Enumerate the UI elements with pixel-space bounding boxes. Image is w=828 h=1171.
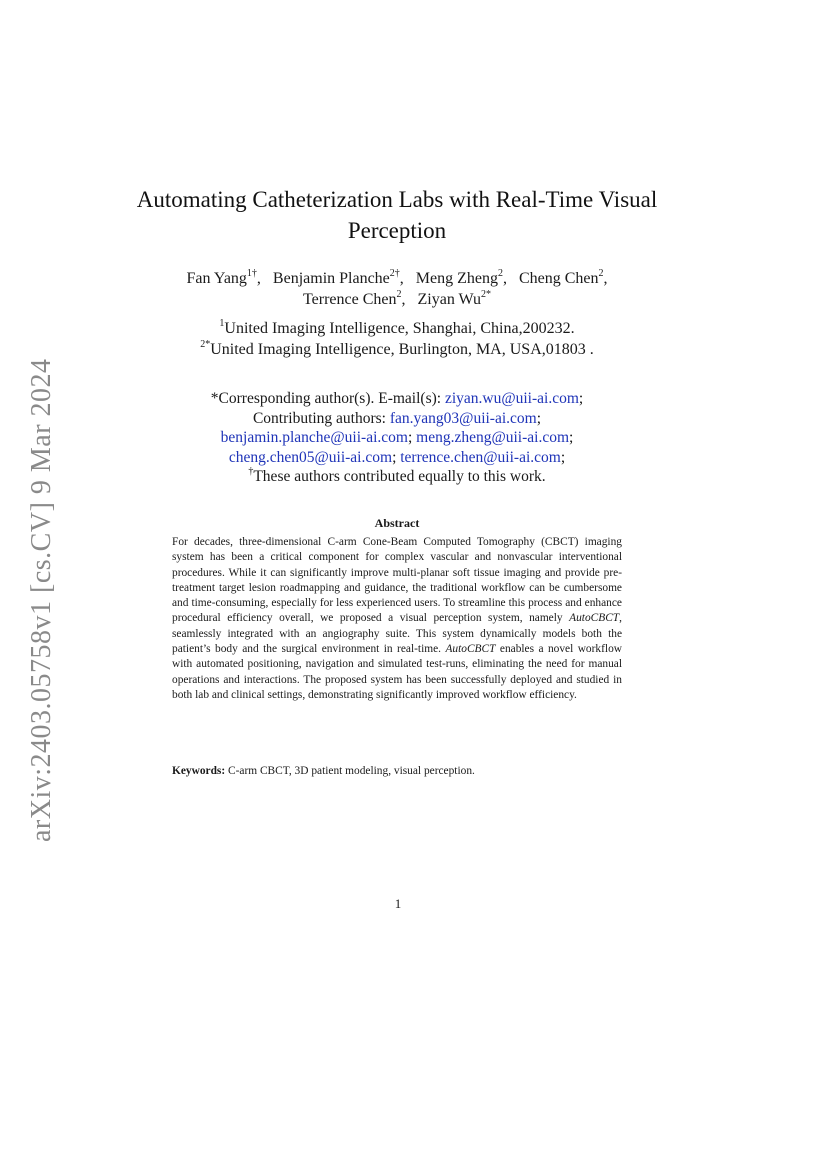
author-name: Ziyan $Wu^{2*}$ <box>417 289 491 308</box>
email-link[interactable]: benjamin.planche@uii-ai.com <box>220 429 408 446</box>
page-number: 1 <box>394 896 402 911</box>
author-name: Cheng Chen$^2$ <box>518 268 604 287</box>
author-list: Fan Yang$^{1\dagger}$, Benjamin Planche$^{2\dagger}$, Meng Zheng$^2$, Cheng Chen$^2$, Terrence Chen$^2$, Ziyan $Wu^{2*}$ <box>186 268 608 308</box>
email-link[interactable]: ziyan.wu@uii-ai.com <box>444 390 579 407</box>
abstract-heading: Abstract <box>374 516 420 530</box>
paper-title: Automating Catheterization Labs with Real-Time Visual Perception <box>136 187 658 243</box>
keywords-line: Keywords: C-arm CBCT, 3D patient modeling, visual perception. <box>172 765 475 777</box>
author-name: Terrence Chen$^2$ <box>303 289 402 308</box>
keywords-label: Keywords: <box>172 765 226 777</box>
author-name: Fan Yang$^{1\dagger}$ <box>186 268 257 287</box>
author-name: Benjamin Planche$^{2\dagger}$ <box>272 268 400 287</box>
email-link[interactable]: cheng.chen05@uii-ai.com <box>228 448 393 466</box>
affiliation-line: $^1$United Imaging Intelligence, Shanghai, China,200232. <box>219 318 575 337</box>
email-link[interactable]: terrence.chen@uii-ai.com <box>400 448 561 466</box>
abstract-body: For decades, three-dimensional C-arm Cone-Beam Computed Tomography (CBCT) imaging system has been a critical component for complex vascular and nonvascular interventional procedures. While it can significantly improve multi-planar soft tissue imaging and provide pre-treatment target lesion roadmapping and guidance, the traditional workflow can be cumbersome and time-consuming, especially for less experienced users. To streamline this process and enhance procedural efficiency overall, we proposed a visual perception system, namely AutoCBCT, seamlessly integrated with an angiography suite. This system dynamically models both the patient’s body and the surgical environment in real-time. AutoCBCT enables a novel workflow with automated positioning, navigation and simulated test-runs, eliminating the need for manual operations and interactions. The proposed system has been successfully deployed and studied in both lab and clinical settings, demonstrating significantly improved workflow efficiency. <box>172 536 622 701</box>
email-link[interactable]: meng.zheng@uii-ai.com <box>416 429 570 446</box>
author-name: Meng Zheng$^2$ <box>415 268 503 287</box>
dagger-mark: † <box>248 466 254 477</box>
email-link[interactable]: fan.yang03@uii-ai.com <box>389 409 537 427</box>
arxiv-identifier-stamp: arXiv:2403.05758v1 [cs.CV] 9 Mar 2024 <box>26 358 57 842</box>
affiliation-line: $^{2*}$United Imaging Intelligence, Burlington, MA, USA,01803 . <box>200 339 594 358</box>
correspondence-block: *Corresponding author(s). E-mail(s): ziyan.wu@uii-ai.com; Contributing authors: fan.yang03@uii-ai.com; benjamin.planche@uii-ai.com; meng.zheng@uii-ai.com; cheng.chen05@uii-ai.com; terrence.chen@uii-ai.com; †These authors contributed equally to this work. <box>210 390 584 485</box>
affiliations <box>110 318 684 360</box>
